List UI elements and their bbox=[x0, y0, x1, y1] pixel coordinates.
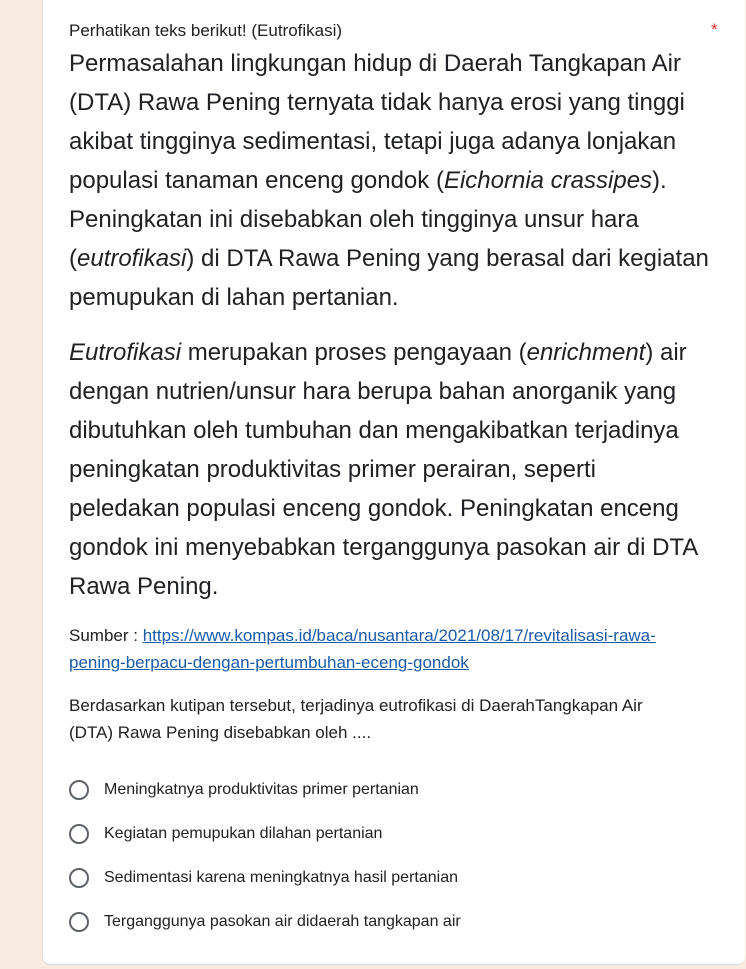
source-citation bbox=[69, 622, 709, 676]
option-label: Terganggunya pasokan air didaerah tangkapan air bbox=[104, 913, 461, 930]
term-eutrofikasi: Eutrofikasi bbox=[69, 339, 182, 366]
option-4[interactable] bbox=[69, 900, 461, 944]
passage-paragraph-2 bbox=[69, 333, 709, 606]
radio-button-icon[interactable] bbox=[69, 824, 89, 844]
passage-text: ) di DTA Rawa Pening yang berasal dari kegiatan pemupukan di lahan pertanian. bbox=[69, 245, 709, 311]
species-name: Eichornia crassipes bbox=[443, 167, 653, 194]
radio-button-icon[interactable] bbox=[69, 912, 89, 932]
term-enrichment: enrichment bbox=[526, 339, 646, 366]
source-link[interactable]: https://www.kompas.id/baca/nusantara/2021/08/17/revitalisasi-rawa-pening-berpacu-dengan-pertumbuhan-eceng-gondok bbox=[69, 626, 656, 672]
option-1[interactable] bbox=[69, 768, 461, 812]
question-prompt: Berdasarkan kutipan tersebut, terjadinya eutrofikasi di DaerahTangkapan Air (DTA) Rawa Pening disebabkan oleh .... bbox=[69, 696, 643, 742]
radio-button-icon[interactable] bbox=[69, 780, 89, 800]
option-label: Kegiatan pemupukan dilahan pertanian bbox=[104, 825, 383, 842]
passage-paragraph-1 bbox=[69, 44, 709, 317]
question-card bbox=[42, 0, 745, 965]
option-2[interactable] bbox=[69, 812, 461, 856]
option-label: Sedimentasi karena meningkatnya hasil pertanian bbox=[104, 869, 458, 886]
passage-text: Permasalahan lingkungan hidup di Daerah Tangkapan Air (DTA) Rawa Pening ternyata tidak hanya erosi yang tinggi akibat tingginya sedimentasi, tetapi juga adanya lonjakan populasi tanaman enceng gondok ( bbox=[69, 50, 685, 194]
term-eutrofikasi: eutrofikasi bbox=[77, 245, 187, 272]
options-radio-group bbox=[69, 768, 461, 944]
passage-text: merupakan proses pengayaan ( bbox=[181, 339, 527, 366]
option-3[interactable] bbox=[69, 856, 461, 900]
passage-text: ) air dengan nutrien/unsur hara berupa bahan anorganik yang dibutuhkan oleh tumbuhan dan mengakibatkan terjadinya peningkatan produktivitas primer perairan, seperti peledakan populasi enceng gondok. Peningkatan enceng gondok ini menyebabkan terganggunya pasokan air di DTA Rawa Pening. bbox=[69, 339, 697, 600]
passage-text: ). Peningkatan ini disebabkan oleh tingginya unsur hara ( bbox=[69, 167, 667, 272]
source-label: Sumber : bbox=[69, 626, 143, 645]
question-title: Perhatikan teks berikut! (Eutrofikasi) bbox=[69, 21, 343, 40]
radio-button-icon[interactable] bbox=[69, 868, 89, 888]
required-asterisk: * bbox=[711, 20, 718, 39]
option-label: Meningkatnya produktivitas primer pertanian bbox=[104, 781, 419, 798]
